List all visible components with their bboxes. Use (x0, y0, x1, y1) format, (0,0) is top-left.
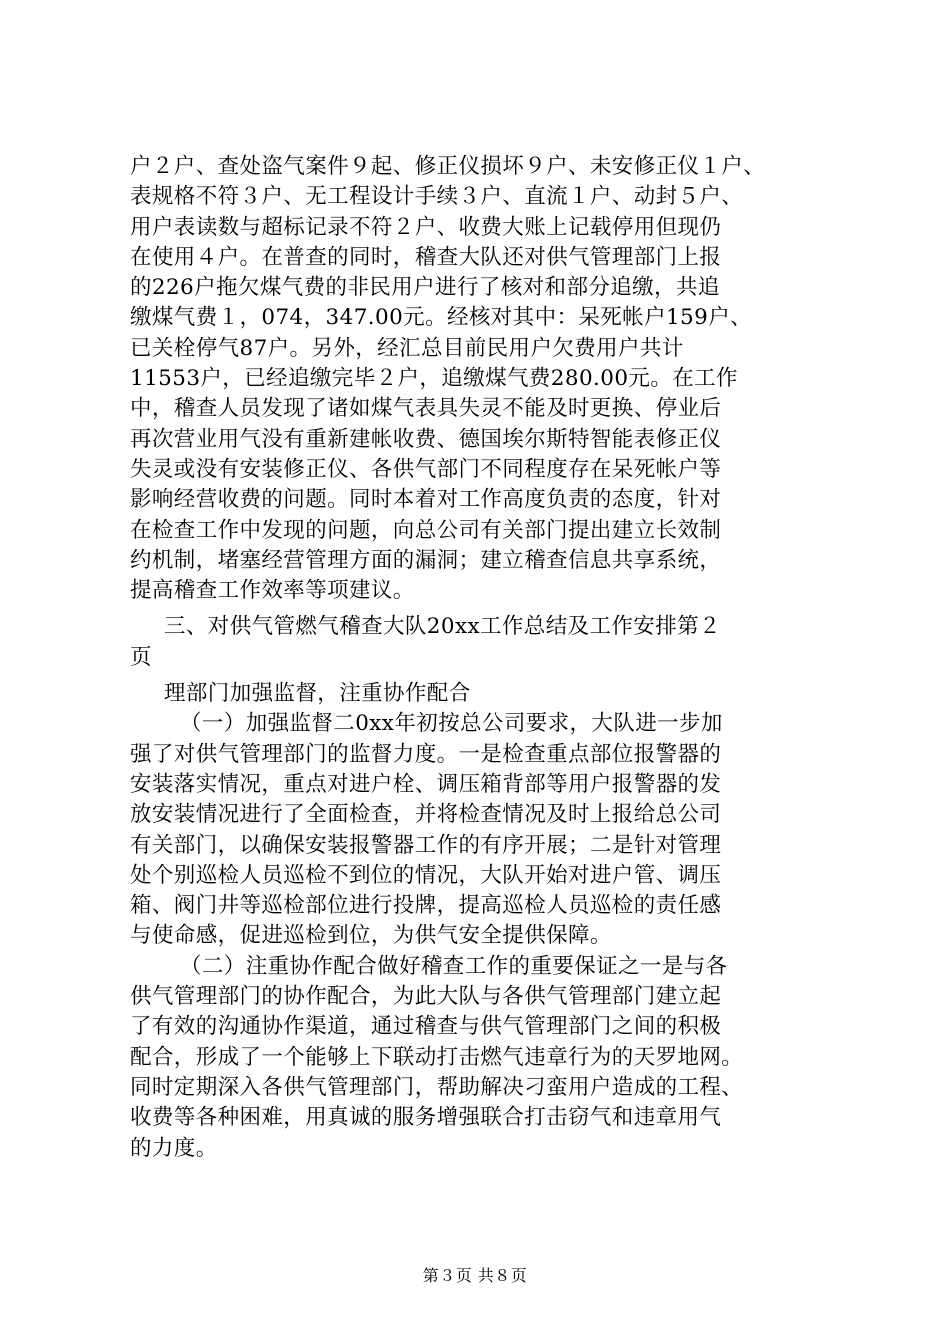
text-line: 安装落实情况，重点对进户栓、调压箱背部等用户报警器的发 (130, 771, 722, 797)
text-line: 影响经营收费的问题。同时本着对工作高度负责的态度，针对 (130, 487, 722, 513)
text-line: 失灵或没有安装修正仪、各供气部门不同程度存在呆死帐户等 (130, 456, 722, 482)
text-line: 11553户，已经追缴完毕２户，追缴煤气费280.00元。在工作 (130, 366, 738, 392)
text-line: 强了对供气管理部门的监督力度。一是检查重点部位报警器的 (130, 741, 722, 767)
section-heading (130, 612, 830, 709)
section-heading-line: 理部门加强监督，注重协作配合 (164, 681, 471, 707)
text-line: 在使用４户。在普查的同时，稽查大队还对供气管理部门上报 (130, 244, 722, 270)
text-line: 提高稽查工作效率等项建议。 (130, 578, 415, 604)
section-heading-line: 三、对供气管燃气稽查大队20xx工作总结及工作安排第２ (164, 614, 721, 640)
text-line: 中，稽查人员发现了诸如煤气表具失灵不能及时更换、停业后 (130, 396, 722, 422)
text-line: 箱、阀门井等巡检部位进行投牌，提高巡检人员巡检的责任感 (130, 893, 722, 919)
text-line: 同时定期深入各供气管理部门，帮助解决刁蛮用户造成的工程、 (130, 1074, 744, 1100)
text-line: 的力度。 (130, 1135, 218, 1161)
text-line: （二）注重协作配合做好稽查工作的重要保证之一是与各 (180, 953, 728, 979)
text-line: 放安装情况进行了全面检查，并将检查情况及时上报给总公司 (130, 802, 722, 828)
text-line: （一）加强监督二0xx年初按总公司要求，大队进一步加 (180, 711, 723, 737)
paragraph-inspection-results (130, 152, 830, 606)
paragraph-cooperation (130, 952, 830, 1164)
text-line: 处个别巡检人员巡检不到位的情况，大队开始对进户管、调压 (130, 862, 722, 888)
text-line: 表规格不符３户、无工程设计手续３户、直流１户、动封５户、 (130, 184, 744, 210)
text-line: 有关部门，以确保安装报警器工作的有序开展；二是针对管理 (130, 832, 722, 858)
document-body (130, 152, 830, 1164)
text-line: 户２户、查处盗气案件９起、修正仪损坏９户、未安修正仪１户、 (130, 154, 766, 179)
text-line: 配合，形成了一个能够上下联动打击燃气违章行为的天罗地网。 (130, 1044, 744, 1070)
text-line: 的226户拖欠煤气费的非民用户进行了核对和部分追缴，共追 (130, 275, 720, 301)
text-line: 供气管理部门的协作配合，为此大队与各供气管理部门建立起 (130, 984, 722, 1010)
page-number-indicator: 第３页 共８页 (422, 1266, 528, 1285)
text-line: 已关栓停气87户。另外，经汇总目前民用户欠费用户共计 (130, 335, 684, 361)
section-heading-line: 页 (130, 644, 152, 670)
paragraph-supervision (130, 709, 830, 951)
text-line: 约机制，堵塞经营管理方面的漏洞；建立稽查信息共享系统， (130, 547, 722, 573)
text-line: 用户表读数与超标记录不符２户、收费大账上记载停用但现仍 (130, 214, 722, 240)
page-footer (0, 1266, 950, 1286)
text-line: 再次营业用气没有重新建帐收费、德国埃尔斯特智能表修正仪 (130, 426, 722, 452)
text-line: 缴煤气费１，074，347.00元。经核对其中：呆死帐户159户、 (130, 305, 753, 331)
text-line: 了有效的沟通协作渠道，通过稽查与供气管理部门之间的积极 (130, 1014, 722, 1040)
text-line: 在检查工作中发现的问题，向总公司有关部门提出建立长效制 (130, 517, 722, 543)
text-line: 收费等各种困难，用真诚的服务增强联合打击窃气和违章用气 (130, 1105, 722, 1131)
text-line: 与使命感，促进巡检到位，为供气安全提供保障。 (130, 923, 612, 949)
